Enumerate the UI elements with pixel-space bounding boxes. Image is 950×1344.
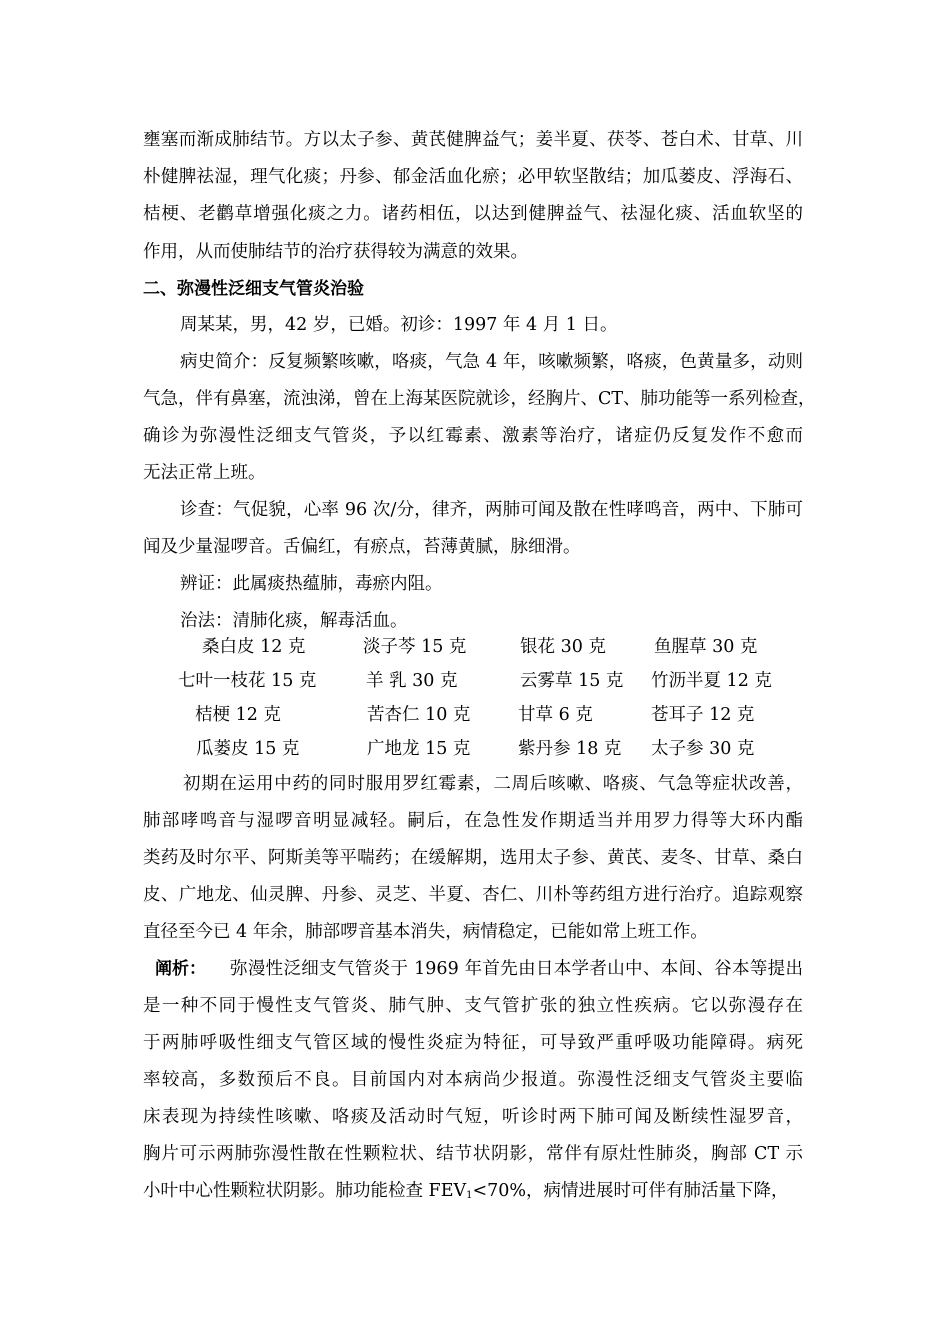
exam-line: 闻及少量湿啰音。舌偏红，有瘀点，苔薄黄腻，脉细滑。 (143, 537, 581, 557)
herb-item: 云雾草 15 克 (520, 671, 624, 691)
history-line: 病史简介：反复频繁咳嗽，咯痰，气急 4 年，咳嗽频繁，咯痰，色黄量多，动则 (180, 352, 803, 372)
herb-item: 鱼腥草 30 克 (654, 637, 758, 657)
herb-item: 淡子芩 15 克 (363, 637, 467, 657)
section-heading: 二、弥漫性泛细支气管炎治验 (143, 279, 364, 299)
herb-item: 广地龙 15 克 (367, 739, 471, 759)
herb-item: 银花 30 克 (520, 637, 606, 657)
herb-item: 紫丹参 18 克 (518, 739, 622, 759)
herb-item: 桑白皮 12 克 (202, 637, 306, 657)
herb-item: 七叶一枝花 15 克 (178, 671, 317, 691)
analysis-line: 床表现为持续性咳嗽、咯痰及活动时气短，听诊时两下肺可闻及断续性湿罗音， (143, 1107, 803, 1127)
followup-line: 直径至今已 4 年余，肺部啰音基本消失，病情稳定，已能如常上班工作。 (143, 922, 708, 942)
analysis-line: 于两肺呼吸性细支气管区域的慢性炎症为特征，可导致严重呼吸功能障碍。病死 (143, 1033, 803, 1053)
history-line: 气急，伴有鼻塞，流浊涕，曾在上海某医院就诊，经胸片、CT、肺功能等一系列检查， (143, 389, 816, 409)
analysis-line: 胸片可示两肺弥漫性散在性颗粒状、结节状阴影，常伴有原灶性肺炎，胸部 CT 示 (143, 1144, 803, 1164)
analysis-line-last (143, 1177, 789, 1202)
paragraph-line: 桔梗、老鹳草增强化痰之力。诸药相伍，以达到健脾益气、祛湿化痰、活血软坚的 (143, 204, 803, 224)
paragraph-line: 朴健脾祛湿，理气化痰；丹参、郁金活血化瘀；必甲软坚散结；加瓜蒌皮、浮海石、 (143, 167, 803, 187)
herb-item: 苦杏仁 10 克 (367, 705, 471, 725)
diagnosis-line: 辨证：此属痰热蕴肺，毒瘀内阻。 (180, 574, 443, 594)
history-line: 无法正常上班。 (143, 463, 266, 483)
analysis-label: 阐析： (155, 959, 206, 979)
followup-line: 肺部哮鸣音与湿啰音明显减轻。嗣后，在急性发作期适当并用罗力得等大环内酯 (143, 811, 803, 831)
herb-item: 桔梗 12 克 (195, 705, 281, 725)
analysis-line: 弥漫性泛细支气管炎于 1969 年首先由日本学者山中、本间、谷本等提出 (230, 959, 803, 979)
followup-line: 初期在运用中药的同时服用罗红霉素，二周后咳嗽、咯痰、气急等症状改善， (183, 774, 803, 794)
herb-item: 羊 乳 30 克 (366, 671, 458, 691)
herb-item: 竹沥半夏 12 克 (651, 671, 772, 691)
analysis-line: 是一种不同于慢性支气管炎、肺气肿、支气管扩张的独立性疾病。它以弥漫存在 (143, 996, 803, 1016)
followup-line: 类药及时尔平、阿斯美等平喘药；在缓解期，选用太子参、黄芪、麦冬、甘草、桑白 (143, 848, 803, 868)
analysis-text: <70%，病情进展时可伴有肺活量下降， (472, 1181, 789, 1201)
herb-item: 瓜蒌皮 15 克 (196, 739, 300, 759)
herb-item: 甘草 6 克 (518, 705, 593, 725)
analysis-text: 小叶中心性颗粒状阴影。肺功能检查 FEV (143, 1181, 467, 1201)
exam-line: 诊查：气促貌，心率 96 次/分，律齐，两肺可闻及散在性哮鸣音，两中、下肺可 (180, 500, 803, 520)
paragraph-line: 作用，从而使肺结节的治疗获得较为满意的效果。 (143, 242, 528, 262)
herb-item: 太子参 30 克 (651, 739, 755, 759)
fev-subscript: 1 (466, 1190, 473, 1201)
followup-line: 皮、广地龙、仙灵脾、丹参、灵芝、半夏、杏仁、川朴等药组方进行治疗。追踪观察 (143, 885, 803, 905)
treatment-line: 治法：清肺化痰，解毒活血。 (180, 611, 408, 631)
paragraph-line: 壅塞而渐成肺结节。方以太子参、黄芪健脾益气；姜半夏、茯苓、苍白术、甘草、川 (143, 130, 803, 150)
analysis-line: 率较高，多数预后不良。目前国内对本病尚少报道。弥漫性泛细支气管炎主要临 (143, 1070, 803, 1090)
history-line: 确诊为弥漫性泛细支气管炎，予以红霉素、激素等治疗，诸症仍反复发作不愈而 (143, 426, 803, 446)
patient-info: 周某某，男，42 岁，已婚。初诊：1997 年 4 月 1 日。 (180, 315, 618, 335)
herb-item: 苍耳子 12 克 (651, 705, 755, 725)
